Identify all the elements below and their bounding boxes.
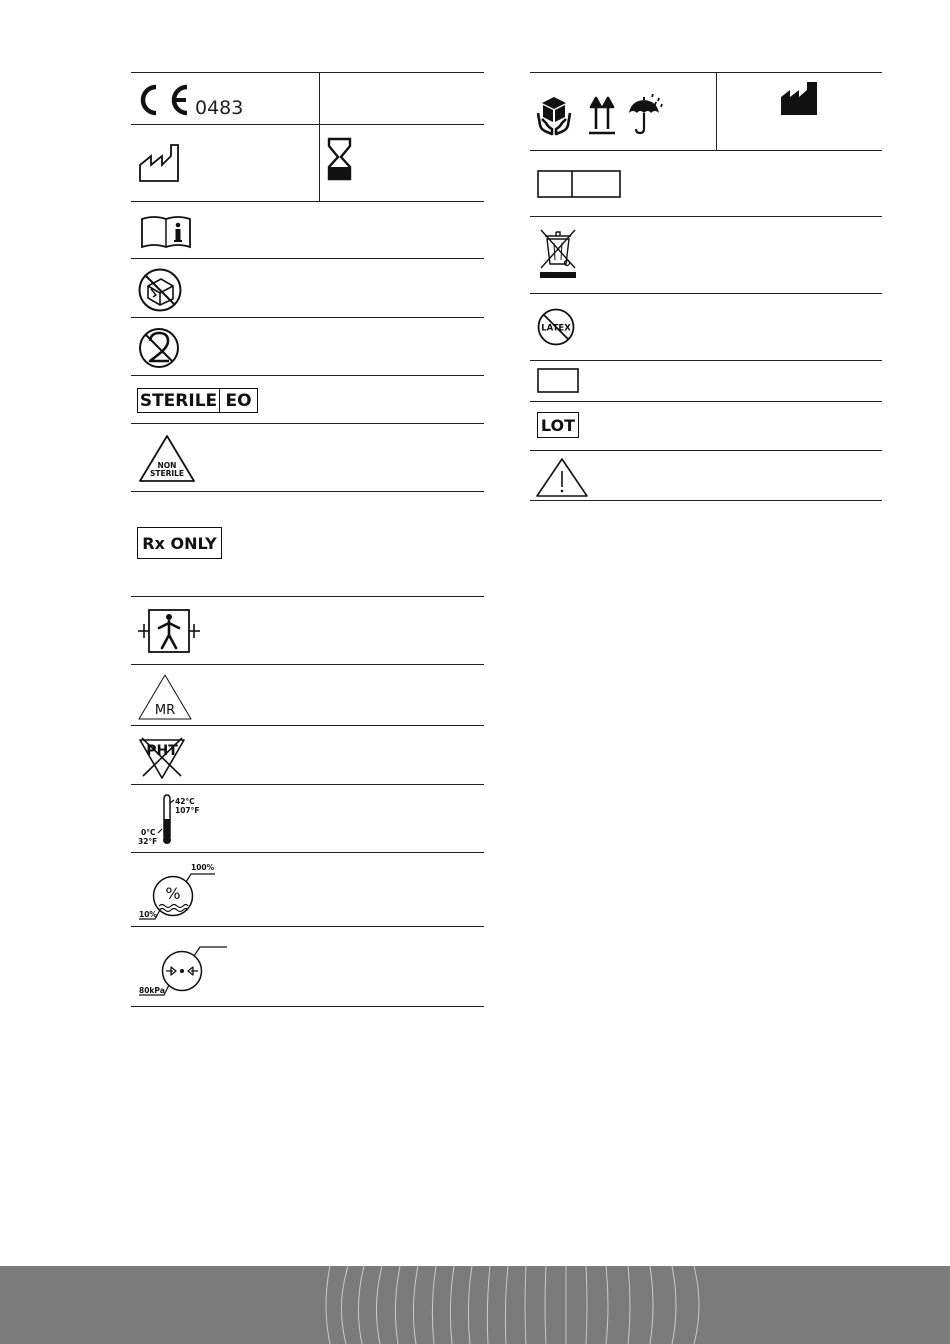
ce-notified-body [195, 95, 255, 119]
svg-text:PHT: PHT [146, 743, 178, 759]
sterile-eo-icon [137, 388, 219, 413]
do-not-reuse-icon [137, 327, 183, 369]
footer-band [0, 1266, 950, 1344]
ce-mark-icon [138, 83, 198, 117]
row-temperature-limit [131, 784, 484, 852]
row-manufacture-expiry [131, 124, 484, 201]
rx-only-label: Rx ONLY [142, 533, 217, 553]
lot-label: LOT [540, 415, 576, 435]
svg-text:80kPa: 80kPa [139, 986, 165, 995]
eo-box [219, 388, 258, 413]
row-mr [131, 664, 484, 725]
row-serial [530, 360, 882, 401]
row-do-not-use-if-damaged [131, 258, 484, 317]
left-symbol-table [131, 72, 484, 1007]
svg-text:42°C: 42°C [175, 797, 195, 806]
svg-text:10%: 10% [139, 910, 157, 919]
row-humidity-limit [131, 852, 484, 926]
row-rx-only [131, 491, 484, 596]
weee-bin-icon [536, 226, 580, 282]
latex-free-icon [537, 308, 577, 348]
svg-text:MR: MR [154, 703, 176, 718]
svg-text:LATEX: LATEX [541, 323, 571, 334]
eo-label: EO [225, 390, 252, 411]
row-lot [530, 401, 882, 450]
row-consult-instructions [131, 201, 484, 258]
row-ref [530, 150, 882, 216]
caution-icon [536, 457, 590, 499]
svg-text:107°F: 107°F [175, 806, 200, 815]
row-non-sterile [131, 423, 484, 491]
svg-text:STERILE: STERILE [149, 469, 185, 478]
svg-text:0483: 0483 [195, 97, 244, 119]
humidity-limit-icon [135, 858, 225, 924]
consult-instructions-icon [140, 213, 196, 251]
pht-free-icon [137, 730, 187, 780]
row-weee [530, 216, 882, 293]
sterile-label: STERILE [139, 390, 218, 411]
do-not-use-if-damaged-icon [137, 267, 183, 313]
row-caution [530, 450, 882, 501]
handle-with-care-icon [537, 95, 571, 135]
type-bf-applied-part-icon [136, 606, 202, 656]
right-symbol-table [530, 72, 882, 501]
this-way-up-icon [588, 95, 616, 135]
row-latex-free [530, 293, 882, 360]
svg-text:32°F: 32°F [138, 837, 158, 846]
row-pht [131, 725, 484, 784]
mr-conditional-icon [137, 673, 195, 723]
footer-pattern [0, 1266, 950, 1344]
use-by-date-icon [326, 137, 354, 181]
row-pressure-limit [131, 926, 484, 1007]
svg-text:NON: NON [157, 461, 177, 470]
column-divider [319, 125, 320, 201]
svg-text:%: % [165, 884, 181, 903]
rx-only-icon [137, 527, 222, 559]
manufacturer-icon [780, 81, 820, 117]
row-ce-mark [131, 72, 484, 124]
row-type-bf [131, 596, 484, 664]
temperature-limit-icon [135, 793, 215, 851]
row-handling-manufacturer [530, 72, 882, 150]
row-do-not-reuse [131, 317, 484, 375]
non-sterile-icon [137, 434, 197, 484]
svg-text:100%: 100% [191, 863, 215, 872]
column-divider [319, 73, 320, 124]
ref-box-icon [537, 170, 623, 200]
date-of-manufacture-icon [138, 143, 182, 183]
row-sterile-eo [131, 375, 484, 423]
pressure-limit-icon [135, 943, 235, 1001]
svg-text:0°C: 0°C [141, 828, 156, 837]
keep-dry-icon [626, 93, 666, 137]
serial-box-icon [537, 368, 581, 396]
column-divider [716, 73, 717, 150]
lot-icon [537, 412, 579, 438]
